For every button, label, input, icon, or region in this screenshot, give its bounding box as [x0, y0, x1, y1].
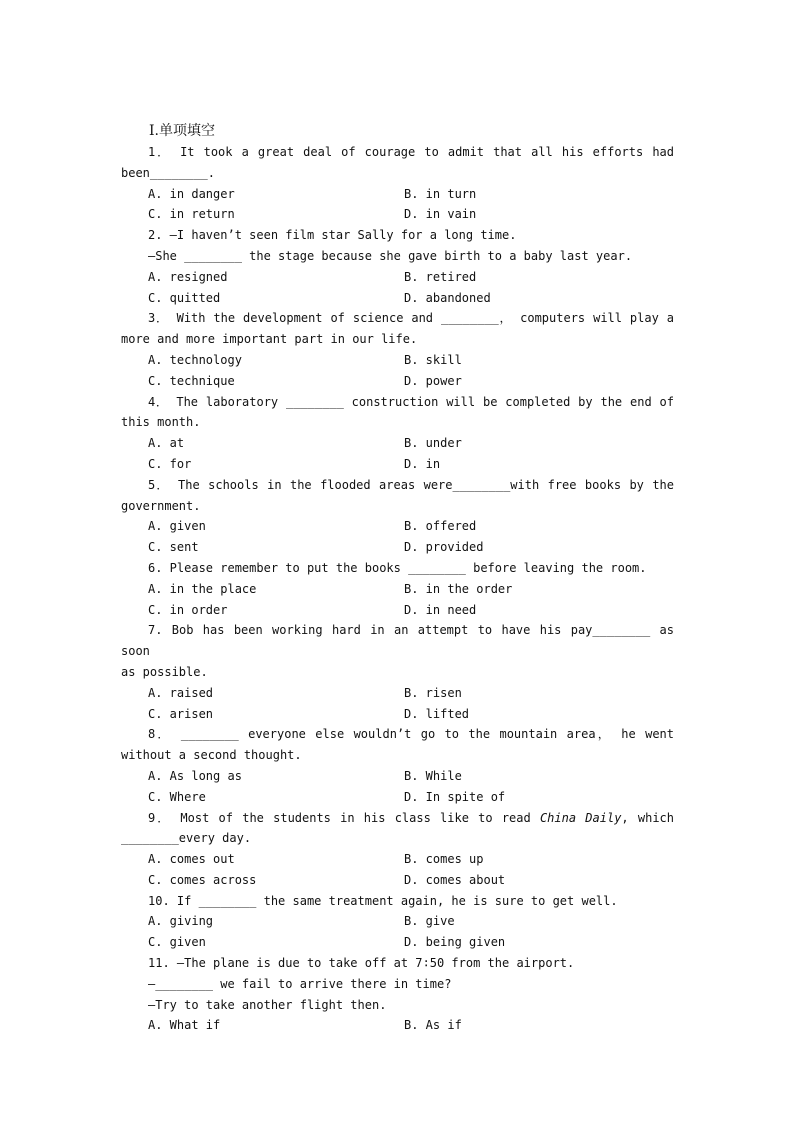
options-row: [121, 433, 674, 454]
option-d: D. being given: [404, 935, 506, 950]
exercise-content: [121, 120, 674, 1036]
option-b: B. offered: [404, 519, 477, 534]
question-9: [121, 808, 674, 891]
options-row: [121, 288, 674, 309]
question-text: 1． It took a great deal of courage to admit that all his efforts had: [148, 145, 674, 159]
options-row: [121, 766, 674, 787]
option-d: D. comes about: [404, 872, 506, 887]
question-text-continued: been________.: [121, 165, 215, 180]
question-text: 5． The schools in the flooded areas were________with free books by the: [148, 477, 674, 492]
option-d: D. abandoned: [404, 290, 491, 305]
option-d: D. provided: [404, 540, 484, 555]
question-text-continued: more and more important part in our life.: [121, 332, 418, 347]
question-text: [121, 808, 674, 829]
dialogue-line: —Try to take another flight then.: [148, 997, 387, 1012]
options-row: [121, 184, 674, 205]
option-c: C. technique: [148, 373, 235, 388]
question-text: 3． With the development of science and ________， computers will play a: [148, 311, 674, 326]
question-text: 2. —I haven’t seen film star Sally for a long time.: [148, 228, 517, 243]
options-row: [121, 537, 674, 558]
options-row: [121, 579, 674, 600]
option-b: B. As if: [404, 1018, 462, 1033]
question-4: [121, 392, 674, 475]
option-a: A. given: [148, 519, 206, 534]
option-c: C. for: [148, 456, 192, 471]
question-text: 7. Bob has been working hard in an attempt to have his pay________ as soon: [121, 623, 674, 659]
option-b: B. in the order: [404, 581, 513, 596]
options-row: [121, 204, 674, 225]
option-a: A. comes out: [148, 852, 235, 867]
options-row: [121, 371, 674, 392]
option-c: C. quitted: [148, 290, 221, 305]
option-b: B. skill: [404, 352, 462, 367]
option-d: D. in need: [404, 602, 477, 617]
question-text-continued: this month.: [121, 415, 201, 430]
option-c: C. in return: [148, 207, 235, 222]
question-text: 10. If ________ the same treatment again, he is sure to get well.: [148, 893, 618, 908]
option-d: D. in: [404, 456, 441, 471]
option-b: B. retired: [404, 269, 477, 284]
option-c: C. Where: [148, 789, 206, 804]
question-5: [121, 475, 674, 558]
options-row: [121, 1015, 674, 1036]
options-row: [121, 516, 674, 537]
question-11: [121, 953, 674, 1036]
options-row: [121, 870, 674, 891]
option-a: A. technology: [148, 352, 242, 367]
option-d: D. lifted: [404, 706, 470, 721]
question-10: [121, 891, 674, 953]
option-a: A. in the place: [148, 581, 257, 596]
option-c: C. arisen: [148, 706, 214, 721]
dialogue-line: —She ________ the stage because she gave birth to a baby last year.: [148, 248, 633, 263]
options-row: [121, 600, 674, 621]
options-row: [121, 787, 674, 808]
question-text: 11. —The plane is due to take off at 7∶50 from the airport.: [148, 956, 575, 971]
option-d: D. In spite of: [404, 789, 506, 804]
question-text-continued: ________every day.: [121, 831, 252, 846]
question-text: 4． The laboratory ________ construction will be completed by the end of: [148, 394, 674, 409]
options-row: [121, 267, 674, 288]
option-c: C. in order: [148, 602, 228, 617]
options-row: [121, 704, 674, 725]
options-row: [121, 454, 674, 475]
section-title: Ⅰ.单项填空: [149, 123, 215, 139]
option-b: B. While: [404, 768, 462, 783]
newspaper-title: China Daily: [539, 810, 622, 825]
option-a: A. What if: [148, 1018, 221, 1033]
options-row: [121, 350, 674, 371]
question-2: [121, 225, 674, 308]
option-a: A. resigned: [148, 269, 228, 284]
option-a: A. giving: [148, 914, 214, 929]
options-row: [121, 683, 674, 704]
question-text-continued: without a second thought.: [121, 748, 302, 763]
option-b: B. risen: [404, 685, 462, 700]
question-1: [121, 142, 674, 225]
question-3: [121, 308, 674, 391]
question-text-continued: as possible.: [121, 664, 208, 679]
question-text: 6. Please remember to put the books ________ before leaving the room.: [148, 560, 647, 575]
option-b: B. comes up: [404, 852, 484, 867]
option-c: C. sent: [148, 540, 199, 555]
option-a: A. in danger: [148, 186, 235, 201]
question-text-start: 9． Most of the students in his class like to read: [148, 810, 540, 825]
question-text: 8． ________ everyone else wouldn’t go to the mountain area， he went: [148, 727, 674, 742]
options-row: [121, 849, 674, 870]
question-7: [121, 620, 674, 724]
question-8: [121, 724, 674, 807]
option-d: D. power: [404, 373, 462, 388]
dialogue-line: —________ we fail to arrive there in time?: [148, 976, 452, 991]
option-a: A. raised: [148, 685, 214, 700]
option-b: B. give: [404, 914, 455, 929]
question-6: [121, 558, 674, 620]
option-c: C. given: [148, 935, 206, 950]
options-row: [121, 932, 674, 953]
question-text-end: , which: [621, 810, 674, 825]
option-a: A. at: [148, 436, 185, 451]
option-a: A. As long as: [148, 768, 242, 783]
option-c: C. comes across: [148, 872, 257, 887]
option-d: D. in vain: [404, 207, 477, 222]
options-row: [121, 911, 674, 932]
option-b: B. under: [404, 436, 462, 451]
question-text-continued: government.: [121, 498, 201, 513]
option-b: B. in turn: [404, 186, 477, 201]
